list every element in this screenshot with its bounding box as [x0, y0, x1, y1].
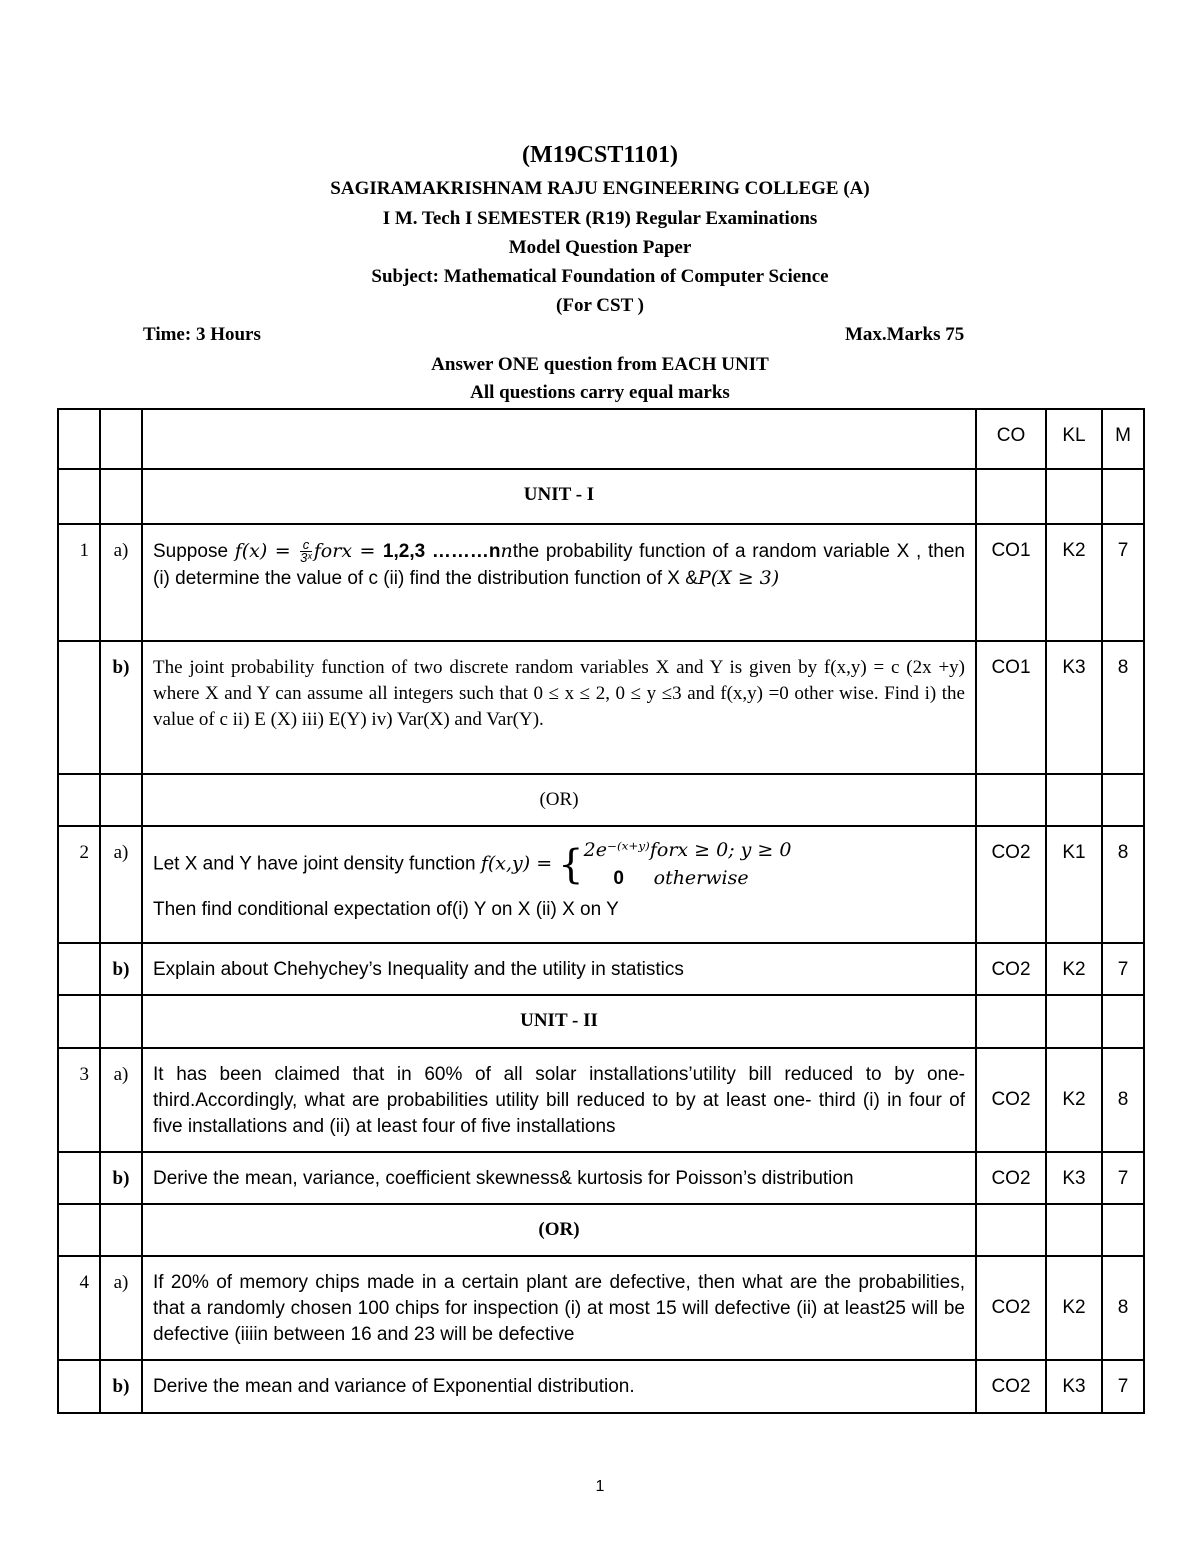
- or-row: [58, 774, 1144, 826]
- table-row: [58, 943, 1144, 995]
- sub-question-label: b): [100, 1360, 142, 1413]
- sub-question-label: a): [100, 1256, 142, 1360]
- sub-question-label: b): [100, 1152, 142, 1204]
- paper-code: (M19CST1101): [522, 142, 678, 168]
- marks-value: 8: [1102, 826, 1144, 943]
- marks-value: 7: [1102, 1152, 1144, 1204]
- empty-cell: [58, 409, 100, 469]
- fraction: $\frac{c}{\text{3ˣ}}$: [300, 537, 312, 566]
- or-separator: (OR): [142, 1204, 976, 1256]
- question-number: 1: [58, 524, 100, 641]
- marks-value: 8: [1102, 1256, 1144, 1360]
- unit-one-heading: UNIT - I: [142, 469, 976, 524]
- co-value: CO1: [976, 641, 1046, 774]
- question-text: It has been claimed that in 60% of all solar installations’utility bill reduced to by one-third.Accordingly, what are probabilities utility bill reduced to by at least one- third (i) in four of five installations and (ii) at least four of five installations: [142, 1048, 976, 1152]
- marks-value: 8: [1102, 641, 1144, 774]
- table-row: [58, 1152, 1144, 1204]
- table-row: [58, 826, 1144, 943]
- table-row: [58, 641, 1144, 774]
- co-value: CO2: [976, 1048, 1046, 1152]
- m-header: M: [1102, 409, 1144, 469]
- page-number: 1: [595, 1478, 605, 1495]
- table-row: [58, 1360, 1144, 1413]
- question-number: 2: [58, 826, 100, 943]
- question-text: Let X and Y have joint density function f(x,y) = { 2e⁻⁽ˣ⁺ʸ⁾forx ≥ 0; y ≥ 0 0 otherwise Then find conditional expectation of(i) Y on X (ii) X on Y: [142, 826, 976, 943]
- kl-header: KL: [1046, 409, 1102, 469]
- co-value: CO2: [976, 1256, 1046, 1360]
- sub-question-label: a): [100, 826, 142, 943]
- exam-title: I M. Tech I SEMESTER (R19) Regular Examinations: [382, 208, 818, 229]
- question-text: If 20% of memory chips made in a certain plant are defective, then what are the probabilities, that a randomly chosen 100 chips for inspection (i) at most 15 will defective (ii) at least25 will be defective (iiiin between 16 and 23 will be defective: [142, 1256, 976, 1360]
- marks-value: 7: [1102, 524, 1144, 641]
- empty-cell: [100, 409, 142, 469]
- kl-value: K2: [1046, 1256, 1102, 1360]
- marks-value: 8: [1102, 1048, 1144, 1152]
- subject-line: Subject: Mathematical Foundation of Computer Science: [371, 266, 829, 287]
- instruction-two: All questions carry equal marks: [470, 382, 730, 403]
- co-value: CO2: [976, 943, 1046, 995]
- college-name: SAGIRAMAKRISHNAM RAJU ENGINEERING COLLEGE (A): [330, 178, 870, 199]
- co-header: CO: [976, 409, 1046, 469]
- question-text: Derive the mean and variance of Exponential distribution.: [142, 1360, 976, 1413]
- co-value: CO2: [976, 1152, 1046, 1204]
- unit-two-heading: UNIT - II: [142, 995, 976, 1048]
- sub-question-label: a): [100, 1048, 142, 1152]
- or-separator: (OR): [142, 774, 976, 826]
- kl-value: K2: [1046, 1048, 1102, 1152]
- kl-value: K3: [1046, 641, 1102, 774]
- question-number: 4: [58, 1256, 100, 1360]
- table-row: [58, 1256, 1144, 1360]
- kl-value: K1: [1046, 826, 1102, 943]
- table-header-row: [58, 409, 1144, 469]
- sub-question-label: b): [100, 943, 142, 995]
- marks-value: 7: [1102, 943, 1144, 995]
- marks-value: 7: [1102, 1360, 1144, 1413]
- question-number: 3: [58, 1048, 100, 1152]
- unit-row: [58, 995, 1144, 1048]
- kl-value: K2: [1046, 524, 1102, 641]
- paper-type: Model Question Paper: [508, 237, 692, 258]
- co-value: CO2: [976, 826, 1046, 943]
- question-table: [57, 408, 1145, 1414]
- kl-value: K3: [1046, 1152, 1102, 1204]
- sub-question-label: a): [100, 524, 142, 641]
- question-text: Suppose f(x) = $\frac{c}{\text{3ˣ}}$ forx = 1,2,3 ………nnthe probability function of a random variable X , then (i) determine the value of c (ii) find the distribution function of X &P(X ≥ 3): [142, 524, 976, 641]
- or-row: [58, 1204, 1144, 1256]
- time-label: Time: 3 Hours: [143, 324, 261, 345]
- max-marks-label: Max.Marks 75: [845, 324, 965, 345]
- branch-line: (For CST ): [556, 295, 644, 316]
- table-row: [58, 524, 1144, 641]
- empty-cell: [142, 409, 976, 469]
- co-value: CO2: [976, 1360, 1046, 1413]
- question-text: Derive the mean, variance, coefficient skewness& kurtosis for Poisson’s distribution: [142, 1152, 976, 1204]
- kl-value: K3: [1046, 1360, 1102, 1413]
- question-text: Explain about Chehychey’s Inequality and the utility in statistics: [142, 943, 976, 995]
- kl-value: K2: [1046, 943, 1102, 995]
- sub-question-label: b): [100, 641, 142, 774]
- table-row: [58, 1048, 1144, 1152]
- instruction-one: Answer ONE question from EACH UNIT: [431, 354, 769, 375]
- unit-row: [58, 469, 1144, 524]
- co-value: CO1: [976, 524, 1046, 641]
- question-text: The joint probability function of two discrete random variables X and Y is given by f(x,y) = c (2x +y) where X and Y can assume all integers such that 0 ≤ x ≤ 2, 0 ≤ y ≤3 and f(x,y) =0 other wise. Find i) the value of c ii) E (X) iii) E(Y) iv) Var(X) and Var(Y).: [142, 641, 976, 774]
